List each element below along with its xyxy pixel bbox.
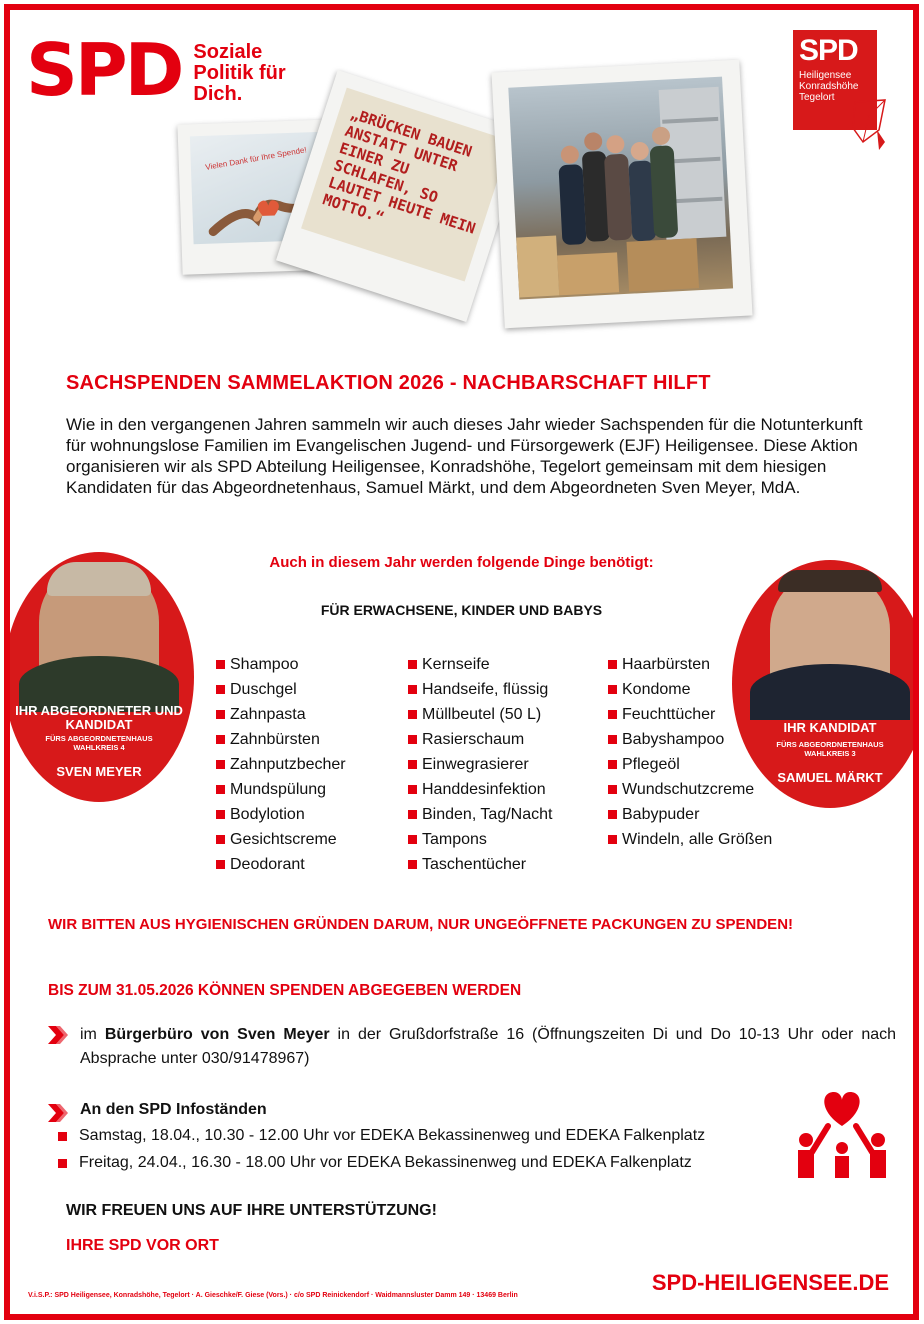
bullet-icon — [608, 660, 617, 669]
candidate-name: SVEN MEYER — [56, 764, 142, 779]
heart-family-icon — [790, 1086, 894, 1182]
list-item-label: Einwegrasierer — [422, 756, 529, 773]
photo-caption: Vielen Dank für Ihre Spende! — [204, 145, 308, 172]
list-item — [408, 727, 552, 752]
item-list-column-1 — [216, 652, 346, 877]
bullet-icon — [408, 810, 417, 819]
infostand-title: An den SPD Infoständen — [80, 1101, 267, 1118]
signature: IHRE SPD VOR ORT — [66, 1237, 219, 1254]
flyer-frame — [4, 4, 919, 1320]
bullet-icon — [216, 760, 225, 769]
list-item-label: Binden, Tag/Nacht — [422, 806, 553, 823]
list-item-label: Pflegeöl — [622, 756, 680, 773]
list-item — [408, 702, 552, 727]
list-item-label: Zahnpasta — [230, 706, 306, 723]
list-item — [608, 652, 772, 677]
bear-outline-icon — [793, 30, 887, 158]
list-item — [408, 752, 552, 777]
bullet-icon — [608, 685, 617, 694]
list-item-label: Handseife, flüssig — [422, 681, 549, 698]
headline: SACHSPENDEN SAMMELAKTION 2026 - NACHBARSCHAFT HILFT — [66, 372, 711, 394]
photo-area — [508, 77, 733, 300]
deadline-date: 31.05.2026 — [116, 982, 194, 999]
list-item — [608, 702, 772, 727]
bullet-icon — [408, 685, 417, 694]
list-item — [608, 677, 772, 702]
location-details: in der Grußdorfstraße 16 (Öffnungszeiten Di und Do 10-13 Uhr oder nach Absprache unter 030/91478967) — [80, 1026, 897, 1067]
list-item — [216, 802, 346, 827]
list-item-label: Tampons — [422, 831, 487, 848]
bullet-icon — [408, 710, 417, 719]
list-item-label: Kondome — [622, 681, 691, 698]
bullet-icon — [608, 835, 617, 844]
list-item-label: Windeln, alle Größen — [622, 831, 773, 848]
list-item-label: Handdesinfektion — [422, 781, 546, 798]
list-item-label: Babyshampoo — [622, 731, 725, 748]
list-item — [408, 652, 552, 677]
deadline-prefix: BIS ZUM — [48, 982, 117, 999]
list-item-label: Müllbeutel (50 L) — [422, 706, 542, 723]
list-item — [608, 777, 772, 802]
photo-quote-text: „BRÜCKEN BAUEN ANSTATT UNTER EINER ZU SCHLAFEN, SO LAUTET HEUTE MEIN MOTTO.“ — [320, 104, 478, 238]
deadline — [48, 982, 521, 1000]
claim-line: Politik für — [193, 62, 286, 84]
avatar — [39, 562, 159, 702]
list-item-label: Taschentücher — [422, 856, 527, 873]
list-item-label: Wundschutzcreme — [622, 781, 755, 798]
hair — [778, 570, 882, 592]
candidate-card-sven-meyer — [4, 552, 194, 802]
infostand-text: Samstag, 18.04., 10.30 - 12.00 Uhr vor EDEKA Bekassinenweg und EDEKA Falkenplatz — [79, 1127, 706, 1144]
candidate-name: SAMUEL MÄRKT — [777, 770, 883, 785]
logo-brand: SPD — [26, 28, 182, 112]
location-place: Bürgerbüro von Sven Meyer — [104, 1026, 330, 1043]
badge-brand: SPD — [799, 34, 858, 67]
list-item — [408, 677, 552, 702]
photo-group — [491, 60, 752, 329]
candidate-subtitle — [4, 734, 194, 752]
infostand-date-1 — [58, 1127, 705, 1145]
bullet-icon — [216, 785, 225, 794]
group-photo-illustration — [508, 77, 733, 300]
location-pre: im — [80, 1026, 105, 1043]
list-item — [608, 802, 772, 827]
list-item-label: Babypuder — [622, 806, 700, 823]
bullet-icon — [408, 660, 417, 669]
list-item-label: Bodylotion — [230, 806, 305, 823]
chevron-right-icon — [48, 1026, 70, 1044]
audience-heading: FÜR ERWACHSENE, KINDER UND BABYS — [320, 602, 603, 618]
chevron-right-icon — [48, 1104, 70, 1122]
badge-location: Heiligensee — [799, 70, 852, 81]
bullet-icon — [608, 810, 617, 819]
cap-icon — [47, 562, 151, 596]
list-item-label: Duschgel — [230, 681, 297, 698]
photo-quote — [276, 70, 528, 322]
list-item-label: Feuchttücher — [622, 706, 716, 723]
item-list-column-2 — [408, 652, 552, 877]
list-item-label: Kernseife — [422, 656, 490, 673]
candidate-sub: FÜRS ABGEORDNETENHAUS — [45, 734, 153, 743]
list-item — [216, 752, 346, 777]
location-buergerbuero — [80, 1023, 896, 1071]
infostand-text: Freitag, 24.04., 16.30 - 18.00 Uhr vor EDEKA Bekassinenweg und EDEKA Falkenplatz — [79, 1154, 692, 1171]
photo-area — [301, 88, 510, 282]
bullet-icon — [408, 760, 417, 769]
bullet-icon — [216, 860, 225, 869]
infostand-date-2 — [58, 1154, 692, 1172]
candidate-title: IHR KANDIDAT — [783, 720, 877, 735]
bullet-icon — [408, 785, 417, 794]
bullet-icon — [608, 760, 617, 769]
imprint: V.i.S.P.: SPD Heiligensee, Konradshöhe, Tegelort · A. Gieschke/F. Giese (Vors.) · c/o SPD Reinickendorf · Waidmannsluster Damm 149 · 13469 Berlin — [28, 1292, 518, 1299]
candidate-district: WAHLKREIS 4 — [73, 743, 125, 752]
bullet-icon — [216, 660, 225, 669]
spd-logo — [26, 28, 286, 112]
list-item-label: Rasierschaum — [422, 731, 525, 748]
candidate-district: WAHLKREIS 3 — [804, 749, 856, 758]
list-item-label: Mundspülung — [230, 781, 327, 798]
list-item-label: Shampoo — [230, 656, 299, 673]
bullet-icon — [58, 1159, 67, 1168]
bullet-icon — [608, 710, 617, 719]
list-item — [216, 677, 346, 702]
bullet-icon — [408, 735, 417, 744]
bullet-icon — [216, 685, 225, 694]
bullet-icon — [216, 835, 225, 844]
bullet-icon — [608, 785, 617, 794]
candidate-title: IHR ABGEORDNETER UND KANDIDAT — [15, 703, 183, 732]
website-link[interactable]: SPD-HEILIGENSEE.DE — [651, 1270, 889, 1295]
bullet-icon — [58, 1132, 67, 1141]
list-item — [408, 802, 552, 827]
list-item — [408, 777, 552, 802]
intro-text: Wie in den vergangenen Jahren sammeln wir auch dieses Jahr wieder Sachspenden für die Notunterkunft für wohnungslose Familien im Evangelischen Jugend- und Fürsorgewerk (EJF) Heiligensee. Diese Aktion organisieren wir als SPD Abteilung Heiligensee, Konradshöhe, Tegelort gemeinsam mit dem hiesigen Kandidaten für das Abgeordnetenhaus, Samuel Märkt, und dem Abgeordneten Sven Meyer, MdA. — [66, 415, 863, 497]
thanks-message: WIR FREUEN UNS AUF IHRE UNTERSTÜTZUNG! — [66, 1202, 437, 1219]
suit — [750, 664, 910, 720]
item-list-column-3 — [608, 652, 772, 852]
list-item-label: Deodorant — [230, 856, 305, 873]
hygiene-note: WIR BITTEN AUS HYGIENISCHEN GRÜNDEN DARUM, NUR UNGEÖFFNETE PACKUNGEN ZU SPENDEN! — [48, 916, 794, 933]
badge-location: Konradshöhe — [799, 81, 859, 92]
list-item-label: Zahnbürsten — [230, 731, 320, 748]
list-item — [408, 852, 552, 877]
avatar — [770, 570, 890, 710]
bullet-icon — [216, 735, 225, 744]
list-item — [408, 827, 552, 852]
claim-line: Dich. — [193, 83, 243, 105]
list-item — [608, 752, 772, 777]
list-item — [608, 727, 772, 752]
list-item-label: Haarbürsten — [622, 656, 711, 673]
needed-heading: Auch in diesem Jahr werden folgende Dinge benötigt: — [269, 554, 654, 571]
list-item-label: Gesichtscreme — [230, 831, 337, 848]
candidate-sub: FÜRS ABGEORDNETENHAUS — [776, 740, 884, 749]
badge-location: Tegelort — [799, 92, 835, 103]
list-item — [216, 777, 346, 802]
logo-claim — [193, 42, 285, 105]
list-item-label: Zahnputzbecher — [230, 756, 346, 773]
list-item — [216, 702, 346, 727]
claim-line: Soziale — [193, 41, 263, 63]
list-item — [216, 827, 346, 852]
bullet-icon — [216, 810, 225, 819]
local-badge — [793, 30, 887, 158]
bullet-icon — [216, 710, 225, 719]
bullet-icon — [408, 860, 417, 869]
bullet-icon — [408, 835, 417, 844]
deadline-suffix: KÖNNEN SPENDEN ABGEGEBEN WERDEN — [193, 982, 522, 999]
list-item — [216, 852, 346, 877]
list-item — [216, 727, 346, 752]
list-item — [608, 827, 772, 852]
list-item — [216, 652, 346, 677]
bullet-icon — [608, 735, 617, 744]
